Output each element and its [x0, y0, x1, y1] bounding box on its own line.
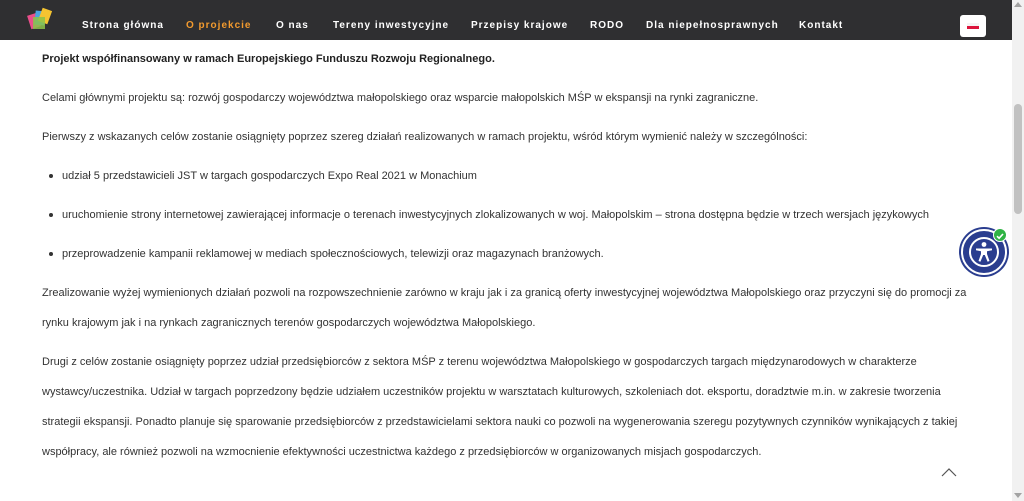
- activities-list: [42, 161, 972, 269]
- nav-national-regulations[interactable]: Przepisy krajowe: [471, 20, 569, 31]
- nav-about-us[interactable]: O nas: [276, 20, 309, 31]
- project-description: [42, 40, 972, 467]
- scroll-up-arrow-icon[interactable]: [1014, 2, 1022, 7]
- text-line: strategii ekspansji. Ponadto planuje się sparowanie przedsiębiorców z przedstawicielami sektora nauki co pozwoli na wygenerowania szeregu pozytywnych czynników wynikających z takiej: [42, 416, 958, 428]
- poland-flag-icon: [967, 23, 979, 29]
- nav-contact[interactable]: Kontakt: [799, 20, 844, 31]
- paragraph-promotion: [42, 278, 972, 338]
- vertical-scrollbar[interactable]: [1012, 0, 1024, 501]
- list-item: uruchomienie strony internetowej zawierającej informacje o terenach inwestycyjnych zlokalizowanych w woj. Małopolskim – strona dostępna będzie w trzech wersjach językowych: [42, 200, 972, 230]
- text-line: wystawcy/uczestnika. Udział w targach poprzedzony będzie udziałem uczestników projektu w warsztatach kulturowych, szkoleniach dot. eksportu, doradztwie m.in. w zakresie tworzenia: [42, 386, 941, 398]
- nav-home[interactable]: Strona główna: [82, 20, 164, 31]
- cofinancing-note: Projekt współfinansowany w ramach Europejskiego Funduszu Rozwoju Regionalnego.: [42, 53, 495, 65]
- text-line: rynku krajowym jak i na rynkach zagranicznych terenów gospodarczych województwa Małopolskiego.: [42, 317, 536, 329]
- nav-investment-areas[interactable]: Tereny inwestycyjne: [333, 20, 450, 31]
- scrollbar-thumb[interactable]: [1014, 104, 1022, 214]
- list-item: udział 5 przedstawicieli JST w targach gospodarczych Expo Real 2021 w Monachium: [42, 161, 972, 191]
- scroll-down-arrow-icon[interactable]: [1014, 493, 1022, 498]
- list-item: przeprowadzenie kampanii reklamowej w mediach społecznościowych, telewizji oraz magazynach branżowych.: [42, 239, 972, 269]
- text-line: Drugi z celów zostanie osiągnięty poprzez udział przedsiębiorców z sektora MŚP z terenu województwa Małopolskiego w gospodarczych targach międzynarodowych w charakterze: [42, 356, 917, 368]
- language-switcher[interactable]: [960, 15, 986, 37]
- chevron-up-icon[interactable]: [940, 466, 958, 478]
- nav-rodo[interactable]: RODO: [590, 20, 624, 31]
- text-line: Zrealizowanie wyżej wymienionych działań pozwoli na rozpowszechnienie zarówno w kraju jak i za granicą oferty inwestycyjnej województwa Małopolskiego oraz przyczyni się do promocji za: [42, 287, 967, 299]
- paragraph-main-goals: Celami głównymi projektu są: rozwój gospodarczy województwa małopolskiego oraz wsparcie małopolskich MŚP w ekspansji na rynki zagraniczne.: [42, 92, 759, 104]
- top-navigation-bar: [0, 0, 1024, 40]
- text-line: współpracy, ale również pozwoli na wzmocnienie efektywności uczestnictwa każdego z przedsiębiorców w organizowanych misjach gospodarczych.: [42, 446, 762, 458]
- main-menu: [0, 0, 1024, 40]
- nav-about-project[interactable]: O projekcie: [186, 20, 252, 31]
- check-icon: [993, 228, 1007, 242]
- paragraph-second-goal: [42, 347, 972, 467]
- nav-accessibility-page[interactable]: Dla niepełnosprawnych: [646, 20, 779, 31]
- paragraph-first-goal: Pierwszy z wskazanych celów zostanie osiągnięty poprzez szereg działań realizowanych w ramach projektu, wśród którym wymienić należy w szczególności:: [42, 131, 808, 143]
